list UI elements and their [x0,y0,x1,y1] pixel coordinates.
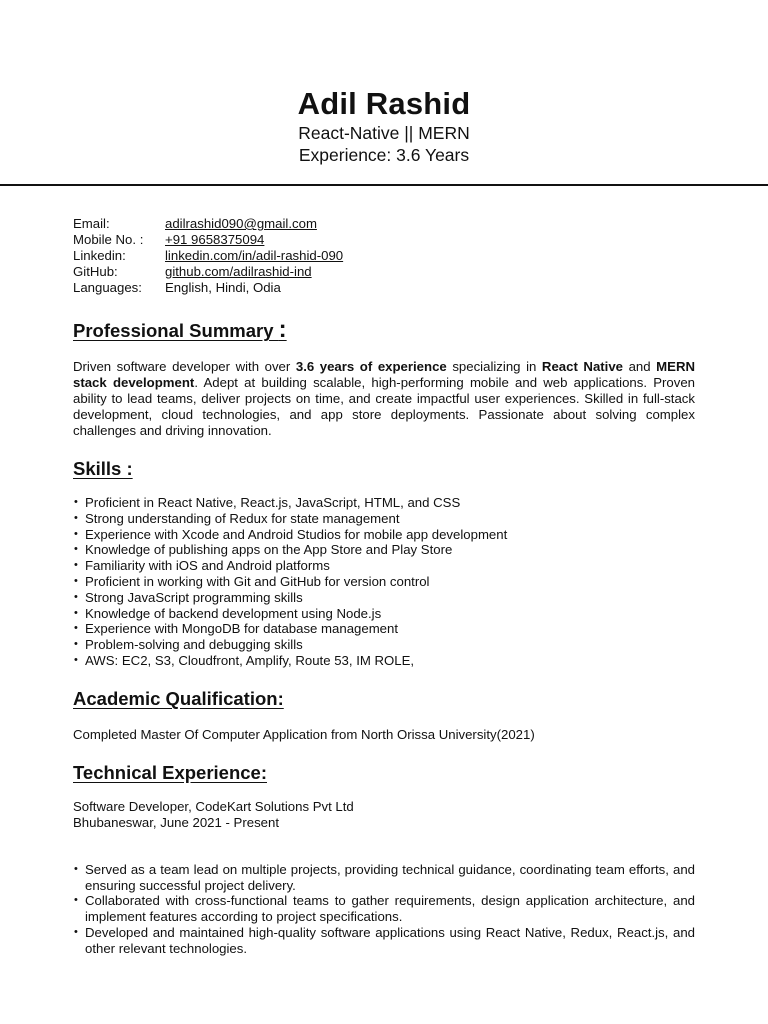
summary-text-2: specializing in [446,359,542,374]
job-position: Software Developer, CodeKart Solutions Pvt Ltd [73,798,354,814]
contact-row-linkedin [73,248,695,264]
mobile-label: Mobile No. : [73,232,144,247]
linkedin-link[interactable]: linkedin.com/in/adil-rashid-090 [165,248,344,263]
summary-title: Professional Summary [73,320,274,341]
email-link[interactable]: adilrashid090@gmail.com [165,216,317,231]
candidate-experience: Experience: 3.6 Years [298,145,470,165]
experience-item: • Served as a team lead on multiple projects, providing technical guidance, coordinating team efforts, and ensuring successful project delivery. [73,862,695,894]
skill-item: • Knowledge of publishing apps on the App Store and Play Store [73,542,695,558]
skill-item: • AWS: EC2, S3, Cloudfront, Amplify, Route 53, IM ROLE, [73,653,695,669]
email-label: Email: [73,216,110,231]
skill-item: • Knowledge of backend development using Node.js [73,606,695,622]
skill-item: • Experience with Xcode and Android Studios for mobile app development [73,527,695,543]
contact-row-github [73,264,695,280]
experience-item: • Collaborated with cross-functional teams to gather requirements, design application architecture, and implement features according to project specifications. [73,893,695,925]
summary-text-1: Driven software developer with over [73,359,296,374]
candidate-name: Adil Rashid [297,86,471,121]
summary-paragraph [73,359,695,439]
github-label: GitHub: [73,264,118,279]
skill-item: • Experience with MongoDB for database management [73,621,695,637]
mobile-link[interactable]: +91 9658375094 [165,232,265,247]
summary-heading [73,318,695,343]
skill-item: • Familiarity with iOS and Android platforms [73,558,695,574]
contact-row-email [73,216,695,232]
contact-row-mobile [73,232,695,248]
summary-colon: : [278,316,287,343]
skills-heading: Skills : [73,458,133,479]
summary-bold-experience: 3.6 years of experience [295,359,447,374]
experience-item: • Developed and maintained high-quality software applications using React Native, Redux, React.js, and other relevant technologies. [73,925,695,957]
skill-item: • Problem-solving and debugging skills [73,637,695,653]
academic-heading: Academic Qualification: [73,687,284,709]
contact-block [73,216,695,296]
summary-text-3: and [623,359,657,374]
candidate-role: React-Native || MERN [298,123,470,143]
github-link[interactable]: github.com/adilrashid-ind [165,264,312,279]
linkedin-label: Linkedin: [73,248,126,263]
skill-item: • Proficient in working with Git and GitHub for version control [73,574,695,590]
skill-item: • Strong JavaScript programming skills [73,590,695,606]
resume-body [73,216,695,957]
summary-text-4: . Adept at building scalable, high-performing mobile and web applications. Proven ability to lead teams, deliver projects on time, and create impactful user experiences. Skilled in full-stack development, cloud technologies, and app store deployments. Passionate about solving complex challenges and driving innovation. [73,375,696,438]
languages-label: Languages: [73,280,142,295]
header-divider [0,184,768,186]
skill-item: • Proficient in React Native, React.js, JavaScript, HTML, and CSS [73,495,695,511]
resume-header [0,86,768,166]
experience-list [73,862,695,957]
summary-bold-react-native: React Native [541,359,623,374]
contact-row-languages [73,280,695,296]
technical-heading: Technical Experience: [73,761,267,783]
job-location: Bhubaneswar, June 2021 - Present [73,814,280,830]
languages-value: English, Hindi, Odia [165,280,281,295]
skill-item: • Strong understanding of Redux for state management [73,511,695,527]
skills-list [73,495,695,669]
summary-bold-mern: MERN stack development [73,359,695,390]
academic-text: Completed Master Of Computer Application from North Orissa University(2021) [73,726,535,742]
